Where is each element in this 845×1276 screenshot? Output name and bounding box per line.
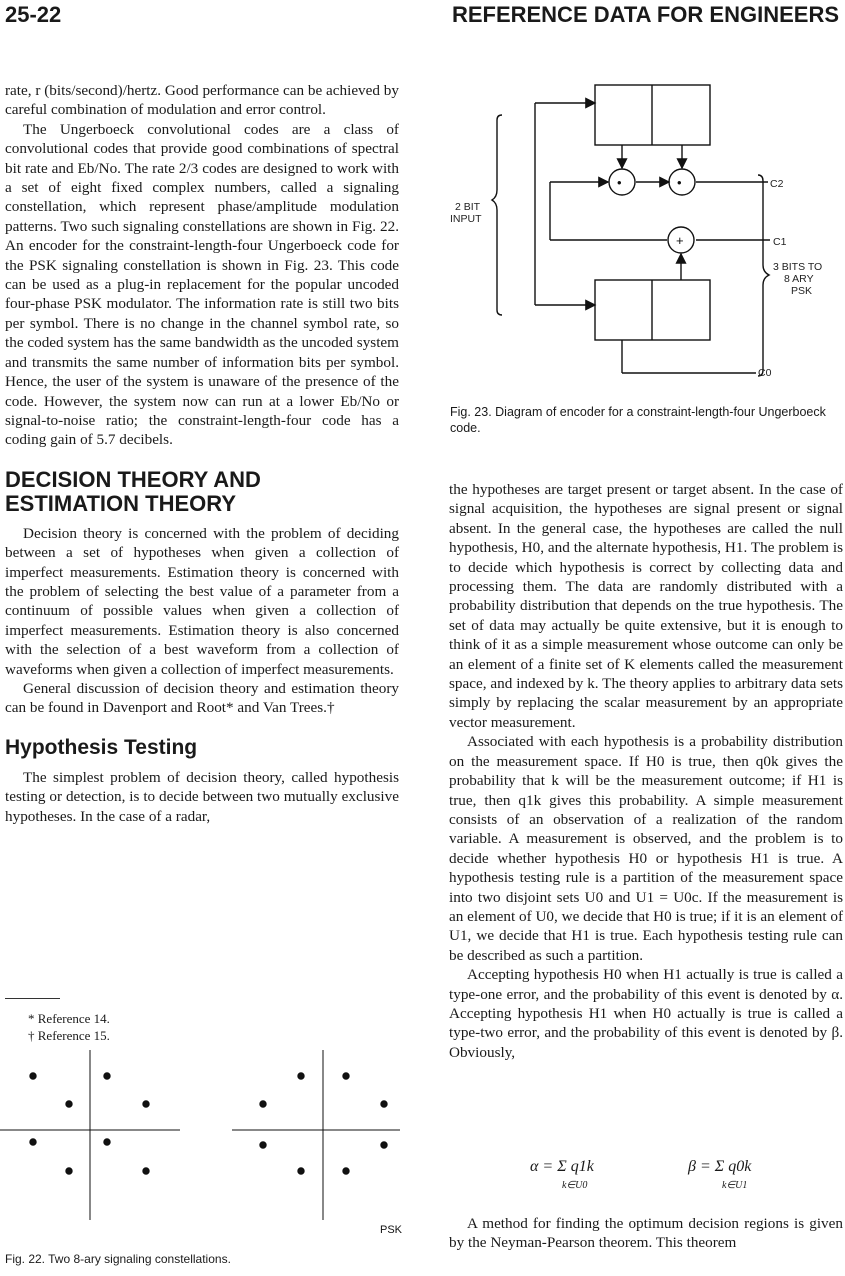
fig22-constellations — [0, 1050, 410, 1250]
input-label-1: 2 BIT — [455, 201, 481, 213]
signal-point — [343, 1168, 349, 1174]
fig22-caption: Fig. 22. Two 8-ary signaling constellations. — [5, 1252, 231, 1266]
section-heading-line2: ESTIMATION THEORY — [5, 490, 236, 516]
signal-point — [143, 1101, 149, 1107]
adder-1 — [609, 169, 635, 195]
signal-point — [104, 1139, 110, 1145]
equation-beta-sub: k∈U1 — [722, 1180, 748, 1191]
intro-paragraph: rate, r (bits/second)/hertz. Good performance can be achieved by careful combination of modulation and error control. — [5, 82, 399, 119]
svg-text:•: • — [617, 175, 622, 190]
output-brace — [758, 175, 769, 376]
right-para-1: the hypotheses are target present or target absent. In the case of signal acquisition, the hypotheses are signal present or signal absent. In the general case, the hypotheses are called the null hypothesis, H0, and the alternate hypothesis, H1. The problem is to decide which hypothesis is correct by collecting data and processing them. The data are randomly distributed with a probability distribution that depends on the true hypothesis. The set of data may actually be quite extensive, but it is enough to think of it as a simple measurement whose outcome can only be an element of a finite set of K elements called the measurement space, and indexed by k. The theory applies to arbitrary data sets simply by replacing the scalar measurement by an appropriate vector measurement. — [449, 481, 843, 731]
signal-point — [343, 1073, 349, 1079]
svg-text:+: + — [676, 233, 684, 248]
constellation-left — [0, 1050, 180, 1220]
signal-point — [66, 1101, 72, 1107]
output-label-1: 3 BITS TO — [773, 261, 823, 273]
equation-beta: β = Σ q0k — [688, 1158, 752, 1175]
signal-point — [298, 1073, 304, 1079]
footnote-2: † Reference 15. — [28, 1028, 110, 1043]
signal-point — [30, 1073, 36, 1079]
section-heading-line1: DECISION THEORY AND — [5, 466, 261, 492]
right-column-end — [449, 1214, 843, 1253]
footnote-rule — [5, 998, 60, 999]
output-label-3: PSK — [791, 285, 813, 297]
running-title: REFERENCE DATA FOR ENGINEERS — [451, 2, 839, 27]
signal-point — [260, 1142, 266, 1148]
signal-point — [143, 1168, 149, 1174]
constellation-right — [232, 1050, 400, 1220]
right-para-2: Associated with each hypothesis is a probability distribution on the measurement space. If H0 is true, then q0k gives the probability that k will be the measurement outcome; if H1 is true, then q1k gives this probability. A simple measurement consists of an observation of a realization of the random variable. A measurement is observed, and the problem is to decide whether hypothesis H0 or hypothesis H1 is true. A hypothesis testing rule is a partition of the measurement space into two disjoint sets U0 and U1 = U0c. If the measurement is an element of U0, we decide that H0 is true; if it is an element of U1, we decide that H1 is true. Each hypothesis testing rule can be described as such a partition. — [449, 733, 843, 964]
c0-label: C0 — [758, 367, 772, 379]
input-brace — [492, 115, 502, 315]
page-header — [0, 2, 845, 32]
signal-point — [66, 1168, 72, 1174]
decision-paragraph: Decision theory is concerned with the problem of deciding between a set of hypotheses when given a collection of imperfect measurements. Estimation theory is concerned with the problem of selecting the best value of a parameter from a continuum of possible values when given a collection of imperfect measurements. Estimation theory is also concerned with the selection of a best waveform from a collection of waveforms when given a collection of imperfect measurements. — [5, 524, 399, 678]
left-column — [5, 81, 399, 826]
right-para-3: Accepting hypothesis H0 when H1 actually is true is called a type-one error, and the probability of this event is denoted by α. Accepting hypothesis H1 when H0 actually is true is called a type-two error, and the probability of this event is denoted by β. Obviously, — [449, 966, 843, 1061]
output-label-2: 8 ARY — [784, 273, 814, 285]
c1-label: C1 — [773, 236, 787, 248]
signal-point — [298, 1168, 304, 1174]
equation-alpha-sub: k∈U0 — [562, 1180, 588, 1191]
page-number: 25-22 — [5, 2, 62, 27]
general-paragraph: General discussion of decision theory and estimation theory can be found in Davenport and Root* and Van Trees.† — [5, 679, 399, 717]
svg-text:•: • — [677, 175, 682, 190]
signal-point — [260, 1101, 266, 1107]
adder-2 — [669, 169, 695, 195]
signal-point — [381, 1101, 387, 1107]
c2-label: C2 — [770, 178, 784, 190]
subsection-heading: Hypothesis Testing — [5, 735, 198, 759]
equation-alpha: α = Σ q1k — [530, 1158, 594, 1175]
fig23-caption: Fig. 23. Diagram of encoder for a constraint-length-four Ungerboeck code. — [450, 405, 826, 435]
footnote-1: * Reference 14. — [28, 1011, 110, 1026]
signal-point — [104, 1073, 110, 1079]
signal-point — [381, 1142, 387, 1148]
right-para-4: A method for finding the optimum decision regions is given by the Neyman-Pearson theorem. This theorem — [449, 1215, 843, 1252]
right-column — [449, 480, 843, 1062]
signal-point — [30, 1139, 36, 1145]
psk-label: PSK — [380, 1224, 403, 1236]
ungerboeck-paragraph: The Ungerboeck convolutional codes are a class of convolutional codes that provide good combinations of spectral bit rate and Eb/No. The rate 2/3 codes are designed to work with a set of eight fixed complex numbers, called a signaling constellation, which represent phase/amplitude modulation patterns. Two such signaling constellations are shown in Fig. 22. An encoder for the constraint-length-four Ungerboeck code for the PSK signaling constellation is shown in Fig. 23. This code can be used as a plug-in replacement for the popular uncoded four-phase PSK modulator. The information rate is still two bits per symbol. There is no change in the channel symbol rate, so the coded system has the same bandwidth as the uncoded system and transmits the same number of information bits per symbol. Hence, the user of the system is unaware of the presence of the code. However, the system now can run at a lower Eb/No or signal-to-noise ratio; the constraint-length-four code has a coding gain of 5.7 decibels. — [5, 120, 399, 449]
input-label-2: INPUT — [450, 213, 482, 225]
hypothesis-paragraph: The simplest problem of decision theory, called hypothesis testing or detection, is to decide between two mutually exclusive hypotheses. In the case of a radar, — [5, 768, 399, 825]
fig23-encoder-diagram — [440, 75, 845, 400]
